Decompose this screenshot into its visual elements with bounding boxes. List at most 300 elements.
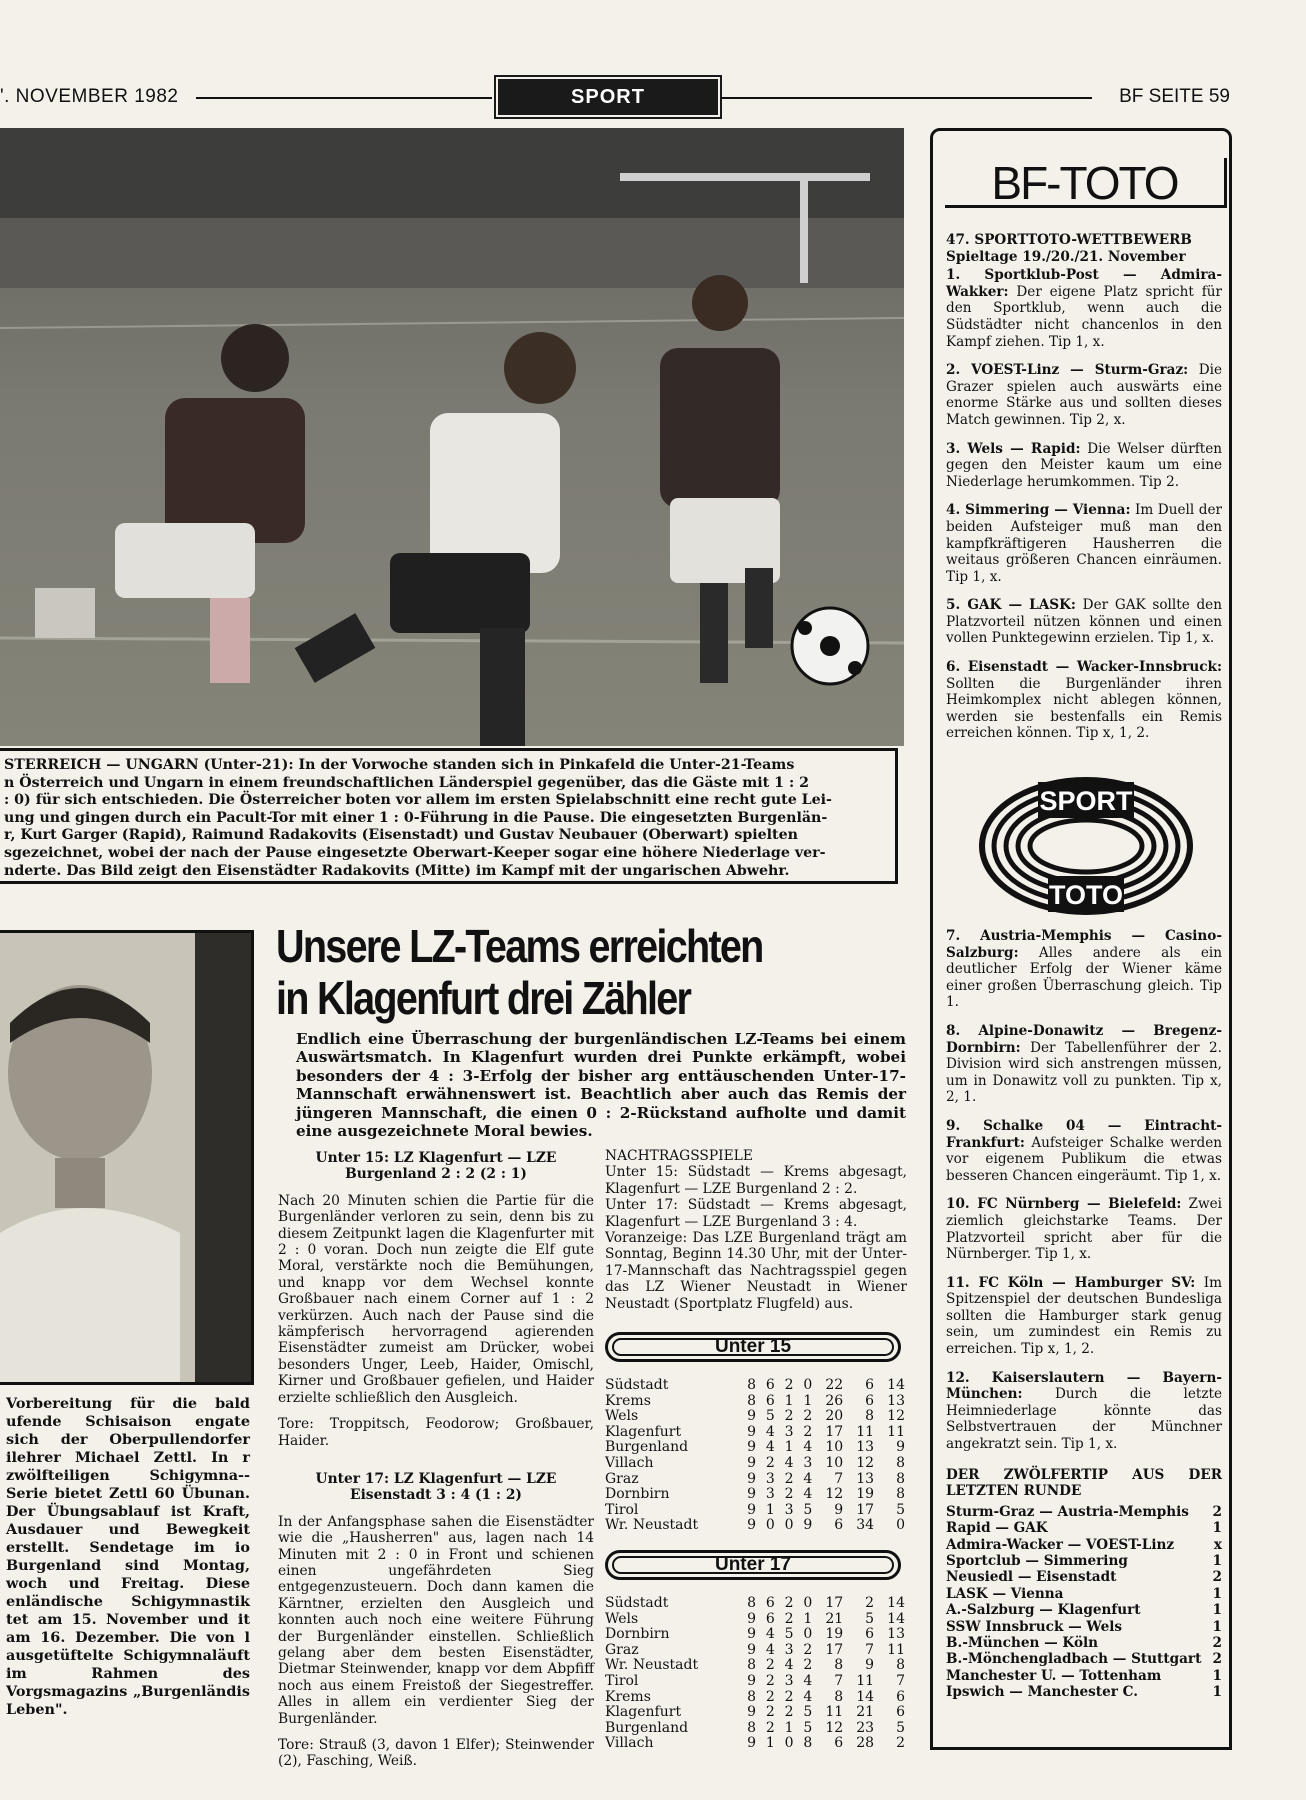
football-photo-image [0,128,904,746]
toto-match: 4. Simmering — Vienna: [946,502,1131,519]
zw-match: LASK — Vienna [946,1585,1064,1602]
standings-value: 3 [784,1672,794,1689]
toto-comment: Sollten die Burgenländer ihren Heimkomplex nicht ablegen können, werden sie bestenfalls ein Remis erreichen können. Tip x, 1, 2. [946,675,1222,742]
team-name: Graz [605,1641,639,1658]
standings-row [605,1596,905,1612]
u15-report-heading: Unter 15: LZ Klagenfurt — LZE Burgenland 2 : 2 (2 : 1) [315,1150,557,1183]
standings-value: 14 [887,1610,905,1627]
toto-match: 7. Austria-Memphis — Casino-Salzburg: [946,928,1222,961]
standings-value: 9 [747,1610,757,1627]
toto-comment: Aufsteiger Schalke werden vor eigenem Publikum die etwas besseren Chancen eingeräumt. Tip 1, x. [946,1134,1222,1184]
standings-value: 2 [803,1657,813,1674]
standings-value: 19 [856,1486,875,1503]
standings-value: 13 [887,1626,905,1643]
standings-value: 5 [765,1408,775,1425]
standings-value: 17 [825,1595,844,1611]
zwoelfertip-row [946,1635,1222,1651]
standings-value: 4 [803,1672,813,1689]
u17-table-title [605,1550,901,1580]
standings-value: 6 [834,1735,844,1752]
standings-value: 17 [825,1423,844,1440]
standings-value: 6 [765,1595,775,1611]
toto-game [946,502,1222,585]
standings-value: 9 [747,1501,757,1518]
header-rule-right [722,97,1092,99]
standings-value: 12 [825,1719,844,1736]
standings-value: 34 [856,1517,875,1534]
standings-value: 3 [784,1501,794,1518]
standings-value: 2 [803,1641,813,1658]
standings-value: 8 [747,1688,757,1705]
toto-comment: Im Spitzenspiel der deutschen Bundesliga sollten die Hamburger stark genug sein, um zumindest ein Remis zu erreichen. Tip x, 1, 2. [946,1274,1222,1358]
team-name: Burgenland [605,1439,689,1456]
u17-table-title-text: Unter 17 [714,1554,792,1575]
standings-value: 5 [896,1719,905,1736]
zw-tip: 2 [1212,1569,1222,1586]
nachtrag-u15: Unter 15: Südstadt — Krems abgesagt, Klagenfurt — LZE Burgenland 2 : 2. [605,1164,907,1197]
standings-value: 11 [825,1704,844,1721]
standings-value: 11 [887,1423,905,1440]
team-name: Südstadt [605,1377,669,1393]
standings-value: 2 [784,1470,794,1487]
zw-match: Sportclub — Simmering [946,1553,1128,1570]
caption-line: nderte. Das Bild zeigt den Eisenstädter Radakovits (Mitte) im Kampf mit der ungarischen Abwehr. [4,862,790,879]
photo-caption [0,748,898,884]
standings-row [605,1674,905,1690]
standings-row [605,1736,905,1752]
standings-value: 4 [803,1470,813,1487]
toto-comment: Zwei ziemlich gleichstarke Teams. Der Platzvorteil spricht aber für die Nürnberger. Tip 1, x. [946,1196,1223,1263]
standings-value: 8 [896,1486,905,1503]
standings-value: 9 [747,1735,757,1752]
u15-standings-table [605,1378,905,1534]
team-name: Krems [605,1392,651,1409]
team-name: Krems [605,1688,651,1705]
standings-value: 19 [825,1626,844,1643]
zw-match: SSW Innsbruck — Wels [946,1618,1123,1635]
standings-value: 9 [747,1470,757,1487]
zwoelfertip-row [946,1651,1222,1667]
team-name: Tirol [605,1672,639,1689]
standings-value: 14 [887,1595,905,1611]
zwoelfertip-row [946,1602,1222,1618]
standings-row [605,1503,905,1519]
zw-tip: x [1213,1536,1222,1553]
standings-value: 2 [765,1454,775,1471]
standings-value: 22 [825,1377,844,1393]
standings-row [605,1425,905,1441]
caption-line: sgezeichnet, wobei der nach der Pause eingesetzte Oberwart-Keeper sogar eine höhere Niederlage ver- [4,844,826,861]
zw-match: Rapid — GAK [946,1520,1048,1537]
portrait-photo [0,930,254,1385]
zwoelfertip-row [946,1668,1222,1684]
standings-row [605,1643,905,1659]
logo-sport-text: SPORT [1039,786,1133,816]
toto-match: 9. Schalke 04 — Eintracht-Frankfurt: [946,1117,1222,1151]
standings-value: 1 [765,1735,775,1752]
zwoelfertip-title: DER ZWÖLFERTIP AUS DER LETZTEN RUNDE [946,1466,1222,1500]
toto-game [946,1023,1222,1106]
team-name: Villach [605,1735,654,1752]
toto-column-top [946,232,1222,754]
caption-line: ung und gingen durch ein Pacult-Tor mit einer 1 : 0-Führung in die Pause. Die eingesetzten Burgenlän- [4,809,828,826]
standings-value: 28 [856,1735,875,1752]
standings-value: 9 [747,1672,757,1689]
standings-value: 2 [765,1704,775,1721]
standings-value: 8 [803,1735,813,1752]
standings-value: 6 [865,1377,875,1393]
standings-value: 8 [896,1657,905,1674]
caption-line: r, Kurt Garger (Rapid), Raimund Radakovits (Eisenstadt) und Gustav Neubauer (Oberwart) spielten [4,827,798,844]
toto-game [946,1275,1222,1358]
standings-value: 4 [765,1423,775,1440]
zw-match: Sturm-Graz — Austria-Memphis [946,1503,1189,1520]
standings-value: 8 [896,1454,905,1471]
team-name: Dornbirn [605,1486,670,1503]
standings-value: 1 [784,1719,794,1736]
toto-game [946,597,1222,647]
standings-row [605,1440,905,1456]
standings-value: 9 [747,1408,757,1425]
page-number: BF SEITE 59 [1119,86,1230,107]
toto-game [946,441,1222,491]
headline-line: Unsere LZ-Teams erreichten [276,920,763,972]
standings-value: 6 [765,1377,775,1393]
standings-value: 2 [765,1657,775,1674]
standings-value: 9 [747,1486,757,1503]
u15-table-title [605,1332,901,1362]
toto-comment: Der GAK sollte den Platzvorteil nützen können und einen vollen Punktegewinn erzielen. Tip 1, x. [946,597,1222,647]
standings-value: 9 [747,1517,757,1534]
logo-toto-text: TOTO [1048,880,1124,910]
standings-value: 2 [784,1486,794,1503]
standings-row [605,1658,905,1674]
u17-report-text: In der Anfangsphase sahen die Eisenstädter wie die „Hausherren" aus, lagen nach 14 Minuten mit 2 : 0 in Front und schienen einen ungefährdeten Sieg entgegenzusteuern. Doch dann kamen die Kärntner, erzielten den Ausgleich und konnten auch noch eine weitere Führung der Burgenländer einstellen. Schließlich gelang aber dem besten Eisenstädter, Dietmar Steinwender, knapp vor dem Abpfiff noch aus einem Freistoß der Siegestreffer. Alles in allem ein verdienter Sieg der Burgenländer. [278,1513,594,1727]
standings-value: 9 [803,1517,813,1534]
standings-value: 9 [747,1641,757,1658]
toto-comment: Alles andere als ein deutlicher Erfolg der Wiener käme einer großen Überraschung gleich. Tip 1. [946,944,1222,1011]
toto-game [946,1118,1222,1184]
standings-value: 9 [747,1704,757,1721]
zwoelfertip-row [946,1537,1222,1553]
nachtrag-u17: Unter 17: Südstadt — Krems abgesagt, Klagenfurt — LZE Burgenland 3 : 4. [605,1197,907,1230]
zw-tip: 2 [1212,1651,1222,1668]
standings-value: 8 [747,1392,757,1409]
standings-value: 21 [825,1610,844,1627]
standings-value: 2 [765,1688,775,1705]
toto-game [946,362,1222,428]
zw-tip: 1 [1212,1520,1222,1537]
toto-comment: Durch die letzte Heimniederlage könnte das Selbstvertrauen der Münchner angekratzt sein. Tip 1, x. [946,1386,1222,1453]
standings-value: 8 [834,1657,844,1674]
team-name: Tirol [605,1501,639,1518]
standings-value: 3 [784,1641,794,1658]
standings-value: 8 [747,1595,757,1611]
nachtrag-heading: NACHTRAGSSPIELE [605,1148,753,1164]
standings-value: 0 [803,1595,813,1611]
standings-value: 0 [784,1735,794,1752]
toto-match: 3. Wels — Rapid: [946,440,1081,457]
football-photo [0,128,904,746]
standings-value: 9 [865,1657,875,1674]
toto-heading: 47. SPORTTOTO-WETTBEWERB [946,232,1192,248]
standings-value: 7 [865,1641,875,1658]
standings-value: 5 [865,1610,875,1627]
standings-value: 4 [784,1657,794,1674]
standings-value: 8 [896,1470,905,1487]
standings-row [605,1612,905,1628]
standings-value: 9 [747,1423,757,1440]
preview-text: Voranzeige: Das LZE Burgenland trägt am Sonntag, Beginn 14.30 Uhr, mit der Unter-17-Mannschaft das Nachtragsspiel gegen das LZ Wiener Neustadt in Wiener Neustadt (Sportplatz Flugfeld) aus. [605,1230,907,1312]
u15-table-title-text: Unter 15 [714,1336,792,1357]
standings-value: 12 [856,1454,875,1471]
zw-tip: 1 [1212,1585,1222,1602]
zw-tip: 1 [1212,1667,1222,1684]
standings-value: 7 [896,1672,905,1689]
team-name: Villach [605,1454,654,1471]
standings-value: 4 [765,1641,775,1658]
standings-value: 6 [896,1704,905,1721]
standings-row [605,1409,905,1425]
zw-match: Ipswich — Manchester C. [946,1684,1138,1701]
standings-value: 3 [784,1423,794,1440]
u17-standings [605,1596,905,1752]
standings-value: 13 [887,1392,905,1409]
toto-comment: Die Grazer spielen auch auswärts eine enorme Stärke aus und sollten dieses Match gewinnen. Tip 2, x. [946,362,1222,428]
standings-value: 5 [784,1626,794,1643]
team-name: Klagenfurt [605,1704,682,1721]
zw-match: B.-München — Köln [946,1635,1099,1652]
toto-subheading: Spieltage 19./20./21. November [946,248,1186,265]
zw-tip: 1 [1212,1618,1222,1635]
team-name: Südstadt [605,1595,669,1611]
toto-match: 1. Sportklub-Post — Admira-Wakker: [946,267,1222,300]
caption-line: STERREICH — UNGARN (Unter-21): In der Vorwoche standen sich in Pinkafeld die Unter-21-Teams [4,757,795,773]
u15-report-text: Nach 20 Minuten schien die Partie für die Burgenländer verloren zu sein, denn bis zu diesem Zeitpunkt lagen die Klagenfurter mit 2 : 0 voran. Doch nun zeigte die Elf gute Moral, verstärkte noch die Bemühungen, und knapp vor dem Wechsel konnte Großbauer nach einem Corner auf 1 : 2 verkürzen. Auch nach der Pause sind die kämpferisch hervorragend agierenden Eisenstädter zumeist am Drücker, wobei besonders Unger, Leeb, Haider, Omischl, Kirner und Großbauer gefielen, und Haider erzielte schließlich den Ausgleich. [278,1192,594,1406]
standings-value: 1 [784,1392,794,1409]
standings-value: 4 [784,1454,794,1471]
zwoelfertip-row [946,1520,1222,1536]
headline-line: in Klagenfurt drei Zähler [276,972,691,1024]
standings-value: 5 [803,1719,813,1736]
toto-comment: Der eigene Platz spricht für den Sportklub, wenn auch die Südstädter nicht chancenlos in den Kampf ziehen. Tip 1, x. [946,283,1222,350]
zw-tip: 1 [1212,1602,1222,1619]
standings-row [605,1472,905,1488]
team-name: Wels [605,1610,639,1627]
article-headline [276,920,826,1024]
standings-row [605,1456,905,1472]
standings-value: 4 [765,1439,775,1456]
standings-value: 0 [765,1517,775,1534]
header-rule-left [196,97,492,99]
team-name: Graz [605,1470,639,1487]
standings-value: 8 [834,1688,844,1705]
team-name: Dornbirn [605,1626,670,1643]
toto-game [946,1196,1222,1262]
standings-row [605,1721,905,1737]
standings-value: 23 [856,1719,875,1736]
zw-tip: 2 [1212,1503,1222,1520]
u17-goals: Tore: Strauß (3, davon 1 Elfer); Steinwender (2), Fasching, Weiß. [278,1737,594,1770]
standings-value: 5 [803,1704,813,1721]
team-name: Wr. Neustadt [605,1657,699,1674]
standings-value: 13 [856,1470,875,1487]
standings-value: 9 [834,1501,844,1518]
standings-value: 2 [765,1672,775,1689]
standings-value: 4 [803,1486,813,1503]
team-name: Klagenfurt [605,1423,682,1440]
standings-row [605,1627,905,1643]
standings-value: 4 [765,1626,775,1643]
standings-value: 1 [765,1501,775,1518]
standings-value: 11 [887,1641,905,1658]
standings-value: 6 [765,1610,775,1627]
toto-match: 12. Kaiserslautern — Bayern-München: [946,1369,1222,1403]
standings-value: 2 [784,1595,794,1611]
team-name: Wr. Neustadt [605,1517,699,1534]
standings-value: 10 [825,1439,844,1456]
zw-match: A.-Salzburg — Klagenfurt [946,1602,1141,1619]
zwoelfertip-row [946,1684,1222,1700]
toto-column-bottom [946,928,1222,1701]
standings-value: 20 [825,1408,844,1425]
standings-value: 2 [896,1735,905,1752]
standings-value: 8 [747,1377,757,1393]
standings-value: 0 [784,1517,794,1534]
article-column-right [605,1148,907,1312]
standings-value: 9 [747,1454,757,1471]
standings-value: 6 [834,1517,844,1534]
toto-match: 5. GAK — LASK: [946,597,1076,614]
standings-value: 3 [803,1454,813,1471]
standings-value: 6 [896,1688,905,1705]
zw-tip: 1 [1212,1684,1222,1701]
standings-value: 2 [803,1423,813,1440]
standings-value: 17 [825,1641,844,1658]
standings-value: 12 [825,1486,844,1503]
toto-comment: Der Tabellenführer der 2. Division wird sich anstrengen müssen, um in Donawitz voll zu punkten. Tip x, 2, 1. [946,1039,1222,1106]
zw-tip: 1 [1212,1553,1222,1570]
zw-match: Manchester U. — Tottenham [946,1667,1162,1684]
team-name: Burgenland [605,1719,689,1736]
standings-value: 6 [765,1392,775,1409]
zwoelfertip-row [946,1619,1222,1635]
standings-value: 14 [856,1688,875,1705]
toto-comment: Im Duell der beiden Aufsteiger muß man den kampfkräftigeren Hausherren die weitaus größeren Chancen einräumen. Tip 1, x. [946,502,1222,585]
toto-game [946,659,1222,742]
u17-report-heading: Unter 17: LZ Klagenfurt — LZE Eisenstadt 3 : 4 (1 : 2) [315,1470,557,1504]
standings-value: 8 [865,1408,875,1425]
standings-row [605,1487,905,1503]
standings-value: 9 [896,1439,905,1456]
standings-value: 2 [803,1408,813,1425]
standings-value: 13 [856,1439,875,1456]
standings-value: 1 [784,1439,794,1456]
standings-row [605,1518,905,1534]
standings-value: 10 [825,1454,844,1471]
standings-value: 0 [803,1377,813,1393]
standings-value: 14 [887,1377,905,1393]
standings-value: 17 [856,1501,875,1518]
standings-row [605,1690,905,1706]
standings-value: 2 [765,1719,775,1736]
toto-match: 10. FC Nürnberg — Bielefeld: [946,1196,1182,1213]
standings-value: 2 [784,1377,794,1393]
toto-game [946,267,1222,350]
toto-game [946,1370,1222,1453]
toto-match: 6. Eisenstadt — Wacker-Innsbruck: [946,659,1222,676]
toto-match: 8. Alpine-Donawitz — Bregenz-Dornbirn: [946,1022,1222,1056]
standings-value: 8 [747,1657,757,1674]
standings-value: 6 [865,1392,875,1409]
standings-value: 2 [784,1408,794,1425]
standings-value: 11 [856,1672,875,1689]
standings-value: 11 [856,1423,875,1440]
standings-value: 5 [896,1501,905,1518]
toto-comment: Die Welser dürften gegen den Meister kaum um eine Niederlage herumkommen. Tip 2. [946,440,1222,490]
standings-value: 6 [865,1626,875,1643]
zw-match: B.-Mönchengladbach — Stuttgart [946,1651,1202,1668]
article-column-left [278,1150,594,1780]
toto-match: 11. FC Köln — Hamburger SV: [946,1274,1196,1291]
standings-value: 21 [856,1704,875,1721]
standings-value: 3 [765,1486,775,1503]
standings-value: 4 [803,1439,813,1456]
standings-value: 2 [865,1595,875,1611]
standings-value: 1 [803,1610,813,1627]
standings-value: 2 [784,1704,794,1721]
standings-value: 2 [784,1688,794,1705]
standings-value: 26 [825,1392,844,1409]
standings-value: 9 [747,1439,757,1456]
standings-value: 4 [803,1688,813,1705]
standings-value: 1 [803,1392,813,1409]
sport-toto-logo [978,776,1194,916]
zw-match: Neusiedl — Eisenstadt [946,1569,1117,1586]
standings-row [605,1378,905,1394]
u15-standings [605,1378,905,1534]
standings-value: 5 [803,1501,813,1518]
toto-match: 2. VOEST-Linz — Sturm-Graz: [946,362,1189,379]
zwoelfertip-row [946,1569,1222,1585]
standings-row [605,1394,905,1410]
standings-value: 12 [887,1408,905,1425]
u15-goals: Tore: Troppitsch, Feodorow; Großbauer, Haider. [278,1416,594,1449]
article-lead: Endlich eine Überraschung der burgenländischen LZ-Teams bei einem Auswärtsmatch. In Klagenfurt wurden drei Punkte erkämpft, wobei besonders der 4 : 3-Erfolg der bisher arg enttäuschenden Unter-17-Mannschaft erwähnenswert ist. Beachtlich aber auch das Remis der jüngeren Mannschaft, die einen 0 : 2-Rückstand aufholte und damit eine ausgezeichnete Moral bewies. [296,1030,906,1141]
caption-line: n Österreich und Ungarn in einem freundschaftlichen Länderspiel gegenüber, das die Gäste mit 1 : 2 [4,774,810,791]
u17-standings-table [605,1596,905,1752]
sidebar-text: Vorbereitung für die bald ufende Schisaison engate sich der Oberpullendorfer ilehrer Michael Zettl. In r zwölfteiligen Schigymna--Serie bietet Zettl 60 Übunan. Der Übungsablauf ist Kraft, Ausdauer und Bewegkeit erstellt. Sendetage im io Burgenland sind Montag, woch und Freitag. Diese enländische Schigymnastik tet am 15. November und it am 16. Dezember. Die von l ausgetüftelte Schigymnaläuft im Rahmen des Vorgsmagazins „Burgenländis Leben". [6,1395,250,1718]
caption-line: : 0) für sich entschieden. Die Österreicher boten vor allem im ersten Spielabschnitt eine recht gute Lei- [4,792,832,809]
standings-value: 9 [747,1626,757,1643]
toto-title: _BF-TOTO_ [945,158,1227,208]
team-name: Wels [605,1408,639,1425]
standings-value: 7 [834,1470,844,1487]
zwoelfertip-row [946,1553,1222,1569]
standings-value: 0 [803,1626,813,1643]
issue-date: '. NOVEMBER 1982 [0,86,179,107]
standings-value: 2 [784,1610,794,1627]
zwoelfertip-row [946,1586,1222,1602]
zwoelfertip-table [946,1504,1222,1701]
standings-row [605,1705,905,1721]
standings-value: 3 [765,1470,775,1487]
toto-game [946,928,1222,1011]
section-badge: SPORT [498,79,718,115]
zw-match: Admira-Wacker — VOEST-Linz [946,1536,1175,1553]
zwoelfertip-row [946,1504,1222,1520]
zw-tip: 2 [1212,1635,1222,1652]
